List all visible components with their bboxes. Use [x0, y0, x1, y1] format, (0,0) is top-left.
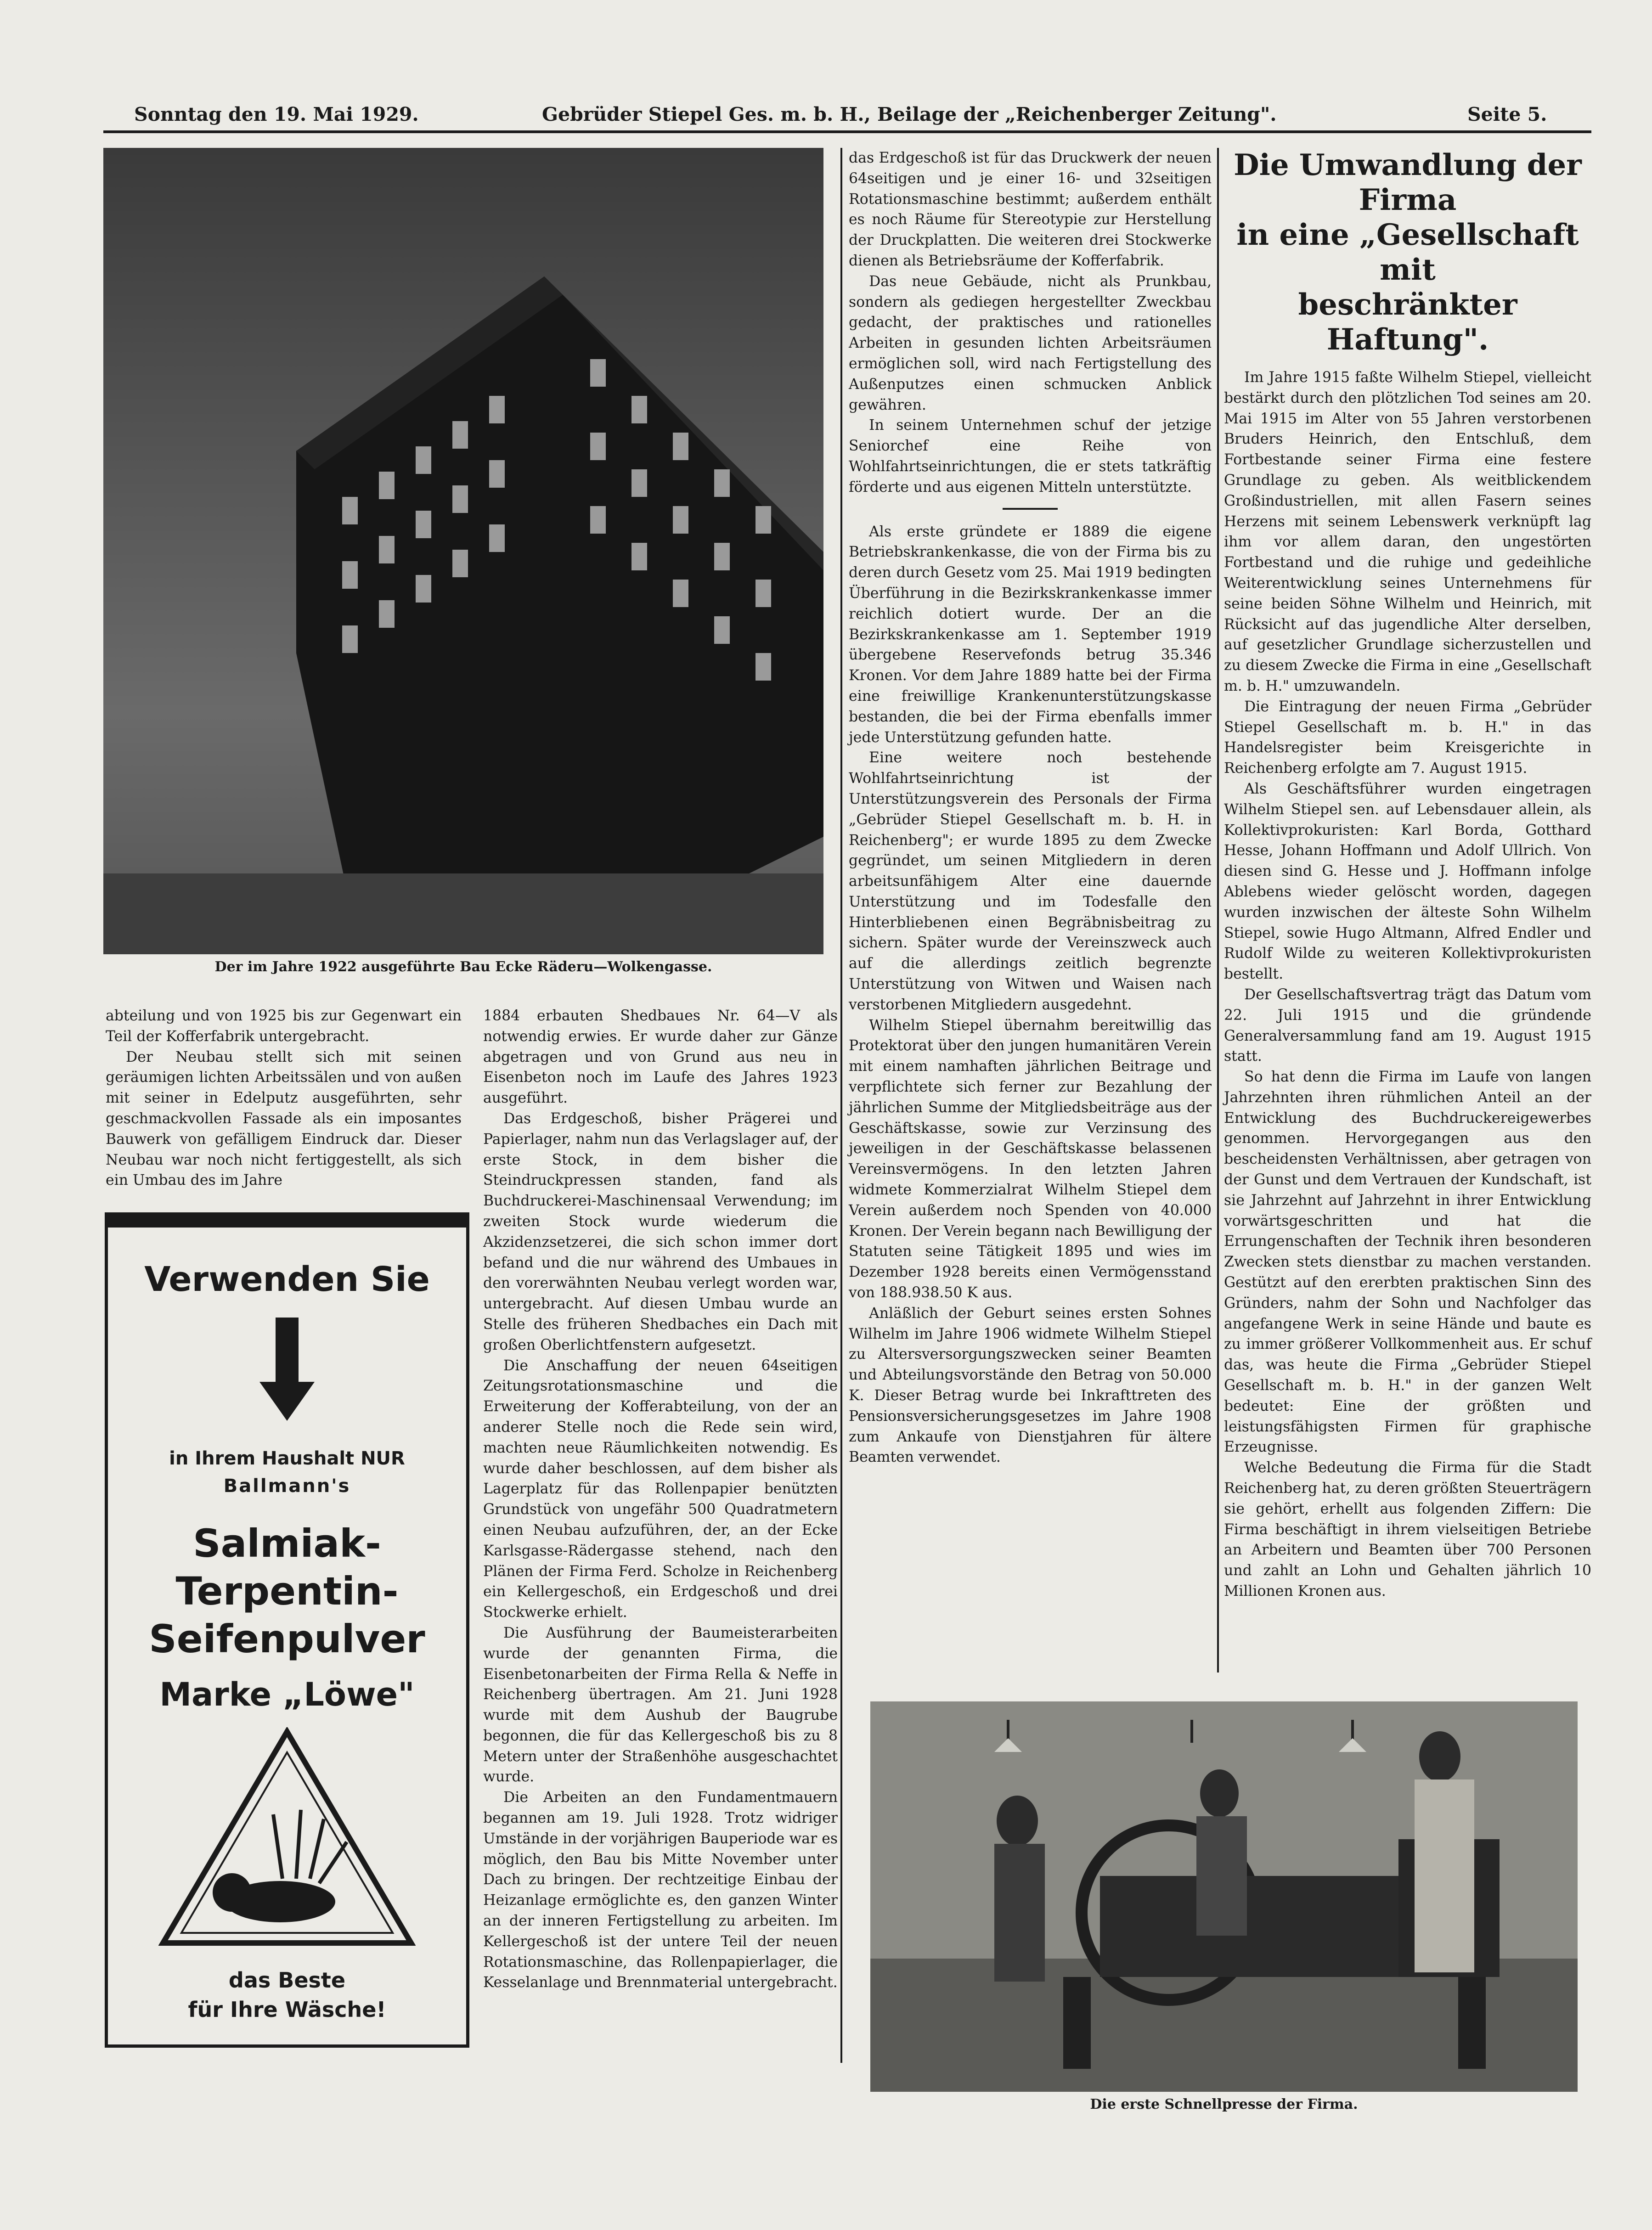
printing-press-illustration: [870, 1701, 1578, 2092]
printing-press-photo: [870, 1701, 1578, 2092]
col2-paragraph-4: Die Ausführung der Baumeisterarbeiten wurde der genannten Firma, die Eisenbetonarbeiten der Firma Rella & Neffe in Reichenberg übertragen. Am 21. Juni 1928 wurde mit dem Aushub der Baugrube begonnen, die für das Kellergeschoß bis zu 8 Metern unter der Straßenhöhe ausgeschachtet wurde.: [483, 1624, 838, 1785]
header-date: Sonntag den 19. Mai 1929.: [134, 103, 419, 125]
col3-paragraph-1: das Erdgeschoß ist für das Druckwerk der neuen 64seitigen und je einer 16- und 32seitigen Rotationsmaschine bestimmt; außerdem enthält es noch Räume für Stereotypie zur Herstellung der Druckplatten. Die weiteren drei Stockwerke dienen als Betriebsräume der Kofferfabrik.: [849, 150, 1212, 269]
column-rule-2: [1217, 148, 1219, 1672]
building-illustration: [103, 148, 823, 954]
col3-paragraph-5: Eine weitere noch bestehende Wohlfahrtseinrichtung ist der Unterstützungsverein des Personals der Firma „Gebrüder Stiepel Gesellschaft m. b. H. in Reichenberg"; er wurde 1895 zu dem Zwecke gegründet, um seinen Mitgliedern in deren arbeitsunfähigem Alter eine dauernde Unterstützung und im Todesfalle den Hinterbliebenen einen Begräbnisbeitrag zu sichern. Später wurde der Vereinszweck auch auf die allerdings zeitlich begrenzte Unterstützung von Witwen und Waisen nach verstorbenen Mitgliedern ausgedehnt.: [849, 749, 1212, 1013]
column-4: [1224, 148, 1591, 1602]
header-rule: [103, 130, 1591, 133]
col2-paragraph-5: Die Arbeiten an den Fundamentmauern begannen am 19. Juli 1928. Trotz widriger Umstände in der vorjährigen Bauperiode war es möglich, den Bau bis Mitte November unter Dach zu bringen. Der rechtzeitige Einbau der Heizanlage ermöglichte es, den ganzen Winter an der inneren Fertigstellung zu arbeiten. Im Kellergeschoß ist der untere Teil der neuen Rotationsmaschine, das Rollenpapierlager, die Kesselanlage und Brennmaterial untergebracht.: [483, 1789, 838, 1991]
col4-paragraph-4: Der Gesellschaftsvertrag trägt das Datum vom 22. Juli 1915 und die gründende Generalversammlung fand am 19. August 1915 statt.: [1224, 986, 1591, 1065]
column-2: [483, 1006, 838, 1993]
col4-paragraph-6: Welche Bedeutung die Firma für die Stadt Reichenberg hat, zu deren größten Steuerträgern sie gehört, erhellt aus folgenden Ziffern: Die Firma beschäftigt in ihrem vielseitigen Betriebe an Arbeitern und Beamten über 700 Personen und zahlt an Lohn und Gehalten jährlich 10 Millionen Kronen aus.: [1224, 1459, 1591, 1600]
col4-paragraph-3: Als Geschäftsführer wurden eingetragen Wilhelm Stiepel sen. auf Lebensdauer allein, als Kollektivprokuristen: Karl Borda, Gotthard Hesse, Johann Hoffmann und Adolf Ullrich. Von diesen sind G. Hesse und J. Hoffmann infolge Ablebens wieder gelöscht worden, dagegen wurden inzwischen der älteste Sohn Wilhelm Stiepel, sowie Hugo Altmann, Alfred Endler und Rudolf Wilde zu weiteren Kollektivprokuristen bestellt.: [1224, 780, 1591, 983]
section-divider: [1003, 508, 1058, 510]
column-rule-1: [840, 148, 842, 2063]
printing-press-caption: Die erste Schnellpresse der Firma.: [1090, 2096, 1358, 2112]
col1-paragraph-2: Der Neubau stellt sich mit seinen geräumigen lichten Arbeitssälen und von außen mit seiner in Edelputz ausgeführten, sehr geschmackvollen Fassade als ein imposantes Bauwerk von gefälligem Eindruck dar. Dieser Neubau war noch nicht fertiggestellt, als sich ein Umbau des im Jahre: [106, 1048, 462, 1189]
ad-product-line-3: Seifenpulver: [149, 1616, 425, 1661]
ad-headline: Verwenden Sie: [144, 1260, 430, 1299]
building-photo-caption: Der im Jahre 1922 ausgeführte Bau Ecke Räderu—Wolkengasse.: [214, 959, 712, 975]
ad-subline: in Ihrem Haushalt NUR: [169, 1448, 405, 1469]
col1-paragraph-1: abteilung und von 1925 bis zur Gegenwart ein Teil der Kofferfabrik untergebracht.: [106, 1008, 462, 1045]
column-3: [849, 148, 1212, 1468]
col3-paragraph-2: Das neue Gebäude, nicht als Prunkbau, sondern als gediegen hergestellter Zweckbau gedacht, der praktisches und rationelles Arbeiten in gesunden lichten Arbeitsräumen ermöglichen soll, wird nach Fertigstellung des Außenputzes einen schmucken Anblick gewähren.: [849, 273, 1212, 413]
ballmann-advertisement: [105, 1212, 469, 2048]
col3-paragraph-3: In seinem Unternehmen schuf der jetzige Seniorchef eine Reihe von Wohlfahrtseinrichtungen, die er stets tatkräftig förderte und aus eigenen Mitteln unterstützte.: [849, 417, 1212, 496]
column-1: [106, 1006, 462, 1191]
header-title: Gebrüder Stiepel Ges. m. b. H., Beilage der „Reichenberger Zeitung".: [542, 103, 1277, 125]
col4-paragraph-5: So hat denn die Firma im Laufe von langen Jahrzehnten ihren rühmlichen Anteil an der Entwicklung des Buchdruckereigewerbes genommen. Hervorgegangen aus den bescheidensten Verhältnissen, aber getragen von der Gunst und dem Vertrauen der Kundschaft, ist sie Jahrzehnt auf Jahrzehnt in ihrer Entwicklung vorwärtsgeschritten und hat die Errungenschaften der Technik ihren besonderen Zwecken stets dienstbar zu machen verstanden. Gestützt auf den ererbten praktischen Sinn des Gründers, nahm der Sohn und Nachfolger das angefangene Werk in seine Hände und baute es zu immer größerer Vollkommenheit aus. Er schuf das, was heute die Firma „Gebrüder Stiepel Gesellschaft m. b. H." in der ganzen Welt bedeutet: Eine der größten und leistungsfähigsten Firmen für graphische Erzeugnisse.: [1224, 1069, 1591, 1456]
ad-product-line-1: Salmiak-: [193, 1521, 381, 1566]
col4-paragraph-1: Im Jahre 1915 faßte Wilhelm Stiepel, vielleicht bestärkt durch den plötzlichen Tod seines am 20. Mai 1915 im Alter von 55 Jahren verstorbenen Bruders Heinrich, den Entschluß, dem Fortbestande seiner Firma eine festere Grundlage zu geben. Als weitblickendem Großindustriellen, mit allen Fasern seines Herzens mit seinem Lebenswerk verknüpft lag ihm vor allem daran, den ungestörten Fortbestand und die ruhige und gedeihliche Weiterentwicklung seines Unternehmens für seine beiden Söhne Wilhelm und Heinrich, mit Rücksicht auf das jugendliche Alter derselben, auf gesetzlicher Grundlage sicherzustellen und zu diesem Zwecke die Firma in eine „Gesellschaft m. b. H." umzuwandeln.: [1224, 369, 1591, 694]
col2-paragraph-1: 1884 erbauten Shedbaues Nr. 64—V als notwendig erwies. Er wurde daher zur Gänze abgetragen und von Grund aus neu in Eisenbeton noch im Laufe des Jahres 1923 ausgeführt.: [483, 1008, 838, 1107]
building-photo: [103, 148, 823, 954]
header-page-number: Seite 5.: [1467, 103, 1547, 125]
col3-paragraph-7: Anläßlich der Geburt seines ersten Sohnes Wilhelm im Jahre 1906 widmete Wilhelm Stiepel zu Altersversorgungszwecken seiner Beamten und Abteilungsvorstände den Betrag von 50.000 K. Dieser Betrag wurde bei Inkrafttreten des Pensionsversicherungsgesetzes im Jahre 1908 zum Ankaufe von Dienstjahren für ältere Beamten verwendet.: [849, 1305, 1212, 1466]
col2-paragraph-3: Die Anschaffung der neuen 64seitigen Zeitungsrotationsmaschine und die Erweiterung der Kofferabteilung, von der an anderer Stelle noch die Rede sein wird, machten neue Räumlichkeiten notwendig. Es wurde daher beschlossen, auf dem bisher als Lagerplatz für das Rollenpapier benützten Grundstück von ungefähr 500 Quadratmetern einen Neubau aufzuführen, der, an der Ecke Karlsgasse-Rädergasse stehend, nach den Plänen der Firma Ferd. Scholze in Reichenberg ein Kellergeschoß, ein Erdgeschoß und drei Stockwerke erhielt.: [483, 1357, 838, 1621]
ad-brand: Marke „Löwe": [159, 1676, 415, 1713]
down-arrow-icon: [259, 1318, 315, 1423]
article-heading-line-3: beschränkter Haftung".: [1298, 287, 1517, 357]
col3-paragraph-6: Wilhelm Stiepel übernahm bereitwillig das Protektorat über den jungen humanitären Verein mit einem namhaften jährlichen Beitrage und verpflichtete sich ferner zur Bezahlung der jährlichen Summe der Mitgliedsbeiträge aus der Geschäftskasse, sowie zur Verzinsung des jeweiligen in der Geschäftskasse belassenen Vereinsvermögens. In den letzten Jahren widmete Kommerzialrat Wilhelm Stiepel dem Verein außerdem noch Spenden von 40.000 Kronen. Der Verein begann nach Bewilligung der Statuten seine Tätigkeit 1895 und wies im Dezember 1928 bereits einen Vermögensstand von 188.938.50 K aus.: [849, 1017, 1212, 1301]
lion-triangle-logo: [158, 1727, 416, 1948]
ad-slogan-2: für Ihre Wäsche!: [188, 1997, 386, 2022]
column-4-text: [1224, 367, 1591, 1602]
ad-top-bar: [108, 1216, 466, 1228]
ad-slogan-1: das Beste: [228, 1968, 346, 1993]
col4-paragraph-2: Die Eintragung der neuen Firma „Gebrüder Stiepel Gesellschaft m. b. H." in das Handelsregister beim Kreisgerichte in Reichenberg erfolgte am 7. August 1915.: [1224, 698, 1591, 777]
ad-product-line-2: Terpentin-: [175, 1569, 399, 1614]
article-heading-line-2: in eine „Gesellschaft mit: [1236, 218, 1579, 287]
col3-paragraph-4: Als erste gründete er 1889 die eigene Betriebskrankenkasse, die von der Firma bis zu deren durch Gesetz vom 25. Mai 1919 bedingten Überführung in die Bezirkskrankenkasse immer reichlich dotiert wurde. Der an die Bezirkskrankenkasse am 1. September 1919 übergebene Reservefonds betrug 35.346 Kronen. Vor dem Jahre 1889 hatte bei der Firma eine freiwillige Krankenunterstützungskasse bestanden, die bei der Firma ebenfalls immer jede Unterstützung gefunden hatte.: [849, 523, 1212, 746]
col2-paragraph-2: Das Erdgeschoß, bisher Prägerei und Papierlager, nahm nun das Verlagslager auf, der erste Stock, in dem bisher die Steindruckpressen standen, fand als Buchdruckerei-Maschinensaal Verwendung; im zweiten Stock wurde wiederum die Akzidenzsetzerei, die sich schon immer dort befand und die nur während des Umbaues in den vorerwähnten Neubau verlegt worden war, untergebracht. Auf diesen Umbau wurde an Stelle des früheren Shedbaches ein Dach mit großen Oberlichtfenstern aufgesetzt.: [483, 1110, 838, 1353]
ad-company: Ballmann's: [223, 1475, 351, 1497]
article-heading-line-1: Die Umwandlung der Firma: [1234, 148, 1582, 217]
